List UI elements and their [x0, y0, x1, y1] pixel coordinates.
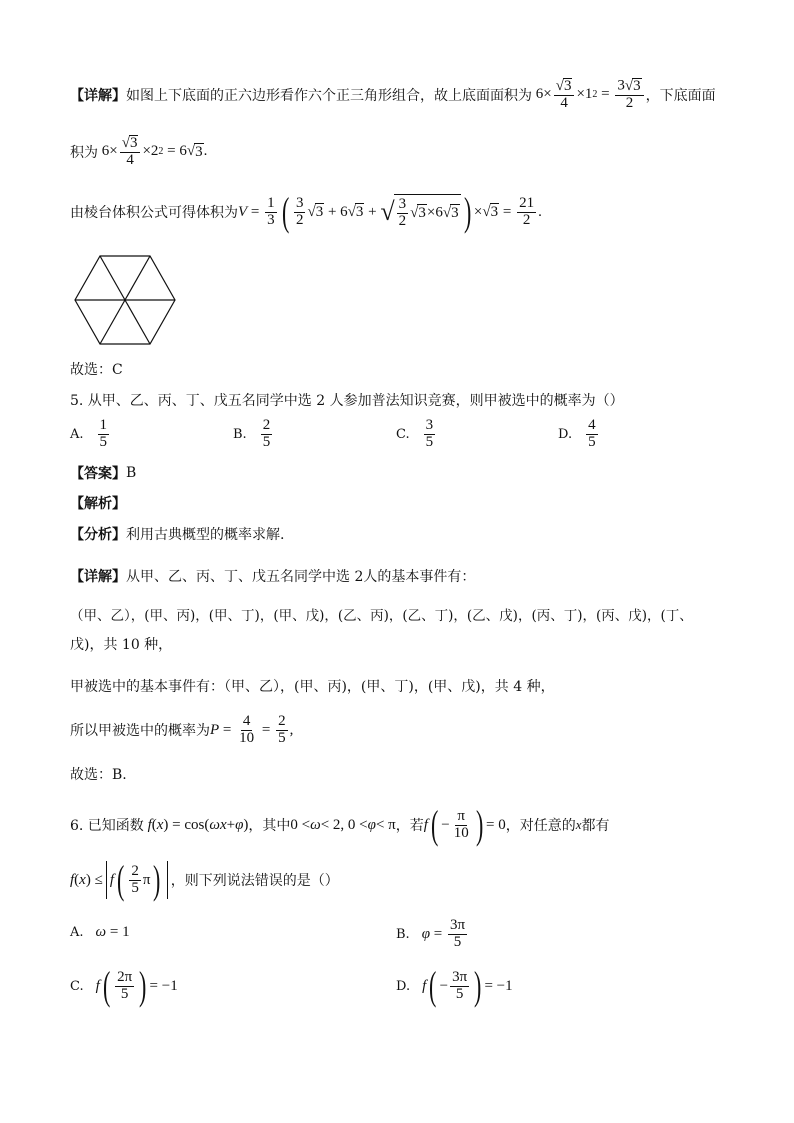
q6-option-a: A. ω = 1 — [70, 924, 130, 940]
q6-option-c: C. f ( $\frac{2\pi}{5}$ ) = −1 — [70, 963, 178, 1008]
q5-answer: 【答案】 B — [70, 465, 137, 482]
detail-text-2: ，下底面面 — [645, 87, 716, 104]
q5-stem: 5. 从甲、乙、丙、丁、戊五名同学中选 2 人参加普法知识竞赛，则甲被选中的概率为（） — [70, 393, 624, 409]
q5-detail-1: 【详解】 从甲、乙、丙、丁、戊五名同学中选 2人的基本事件有： — [70, 569, 476, 585]
function-def: f ( x ) = cos( ωx + φ ) — [147, 816, 249, 833]
q5-final: 故选：B. — [70, 767, 127, 783]
q5-fenxi: 【分析】 利用古典概型的概率求解. — [70, 527, 285, 543]
q4-detail-line-2 — [70, 135, 207, 169]
inequality: f ( x ) ≤ f ( $\frac{2}{5}$ π ) — [70, 860, 171, 900]
volume-formula: V = $\frac{1}{3}$ ( $\frac{3}{2}$ √ 3 + 6 √ 3 + √ $\frac{3}{2}$ √ 3 ×6 √ 3 ) × √ 3 = $\frac{21}{2}$ . — [238, 189, 542, 234]
q5-option-d: D. $\frac{4}{5}$ — [558, 417, 596, 450]
q5-option-b: B. $\frac{2}{5}$ — [233, 417, 271, 450]
q5-detail-4: 甲被选中的基本事件有：（甲、乙），(甲、丙)，(甲、丁)，(甲、戊)，共 4 种， — [70, 679, 555, 695]
detail-text-4: 由棱台体积公式可得体积为 — [70, 205, 238, 221]
q4-detail-line-1 — [70, 78, 716, 112]
upper-area-formula: 6× √ 3 4 ×1 2 = 3 √ 3 2 — [532, 78, 646, 112]
q6-option-d: D. f ( − $\frac{3\pi}{5}$ ) = −1 — [396, 963, 513, 1008]
q5-answer-value: B — [126, 465, 137, 481]
q6-stem-line-2: f ( x ) ≤ f ( $\frac{2}{5}$ π ) ，则下列说法错误的是（） — [70, 857, 339, 902]
detail-text-3: 积为 — [70, 144, 98, 161]
q5-detail-5: 所以甲被选中的概率为 P = $\frac{4}{10}$ = $\frac{2}{5}$ , — [70, 713, 294, 746]
detail-text: 如图上下底面的正六边形看作六个正三角形组合，故上底面面积为 — [126, 87, 532, 104]
q4-answer: 故选：C — [70, 362, 123, 378]
hexagon-diagram — [70, 252, 180, 348]
q5-detail-2: （甲、乙），(甲、丙)，(甲、丁)，(甲、戊)，(乙、丙)，(乙、丁)，(乙、戊)，(丙、丁)，(丙、戊)，(丁、 — [70, 608, 693, 624]
q5-option-a: A. $\frac{1}{5}$ — [70, 417, 108, 450]
probability-formula: P = $\frac{4}{10}$ = $\frac{2}{5}$ , — [210, 713, 294, 746]
q6-stem-line-1: 6. 已知函数 f ( x ) = cos( ωx + φ ) ，其中 0 < ω < 2, 0 < φ < π ，若 f ( − $\frac{\pi}{10}$ ) = 0 ，对任意的 x 都有 — [70, 802, 610, 847]
q6-option-b: B. φ = $\frac{3\pi}{5}$ — [396, 917, 466, 950]
parameter-range: 0 < ω < 2, 0 < φ < π — [290, 816, 396, 833]
q4-detail-line-3 — [70, 189, 542, 234]
lower-area-formula: 6× √ 3 4 ×2 2 = 6 √ 3 . — [98, 134, 208, 168]
q5-analysis-tag: 【解析】 — [70, 496, 126, 512]
q5-detail-3: 戊)，共 10 种， — [70, 637, 173, 653]
condition-zero: f ( − $\frac{\pi}{10}$ ) = 0 — [423, 802, 506, 847]
q5-option-c: C. $\frac{3}{5}$ — [396, 417, 434, 450]
detail-tag: 【详解】 — [70, 87, 126, 104]
